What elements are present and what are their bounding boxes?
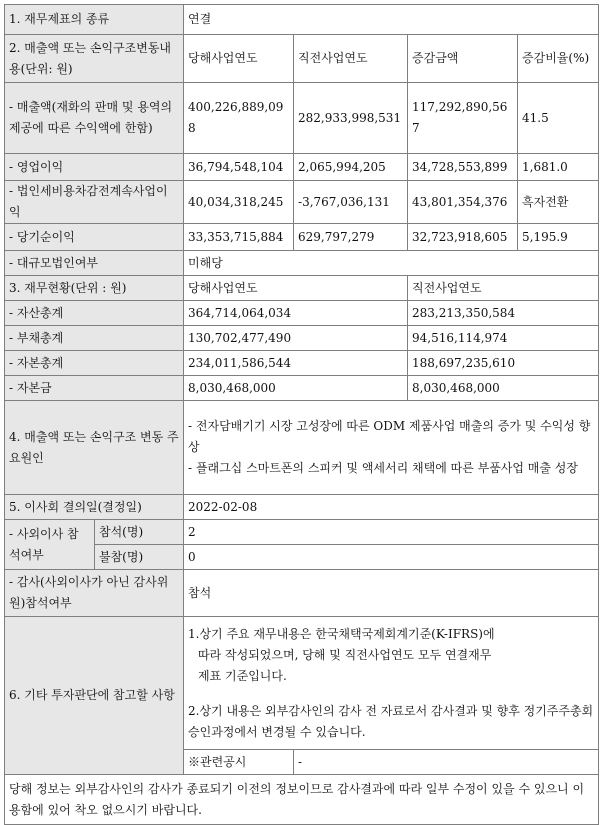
net-income-change: 32,723,918,605 [408, 224, 518, 251]
total-assets-previous: 283,213,350,584 [408, 301, 599, 326]
section4-reason-2: - 플래그십 스마트폰의 스피커 및 액세서리 채택에 따른 부품사업 매출 성장 [188, 461, 578, 475]
directors-absent-value: 0 [184, 545, 599, 570]
section4-row [5, 401, 599, 495]
total-liabilities-label: - 부채총계 [5, 326, 184, 351]
section4-label: 4. 매출액 또는 손익구조 변동 주요원인 [5, 401, 184, 495]
outside-directors-present-row [5, 520, 599, 545]
section2-header-change: 증감금액 [408, 35, 518, 83]
section3-header-row [5, 276, 599, 301]
net-income-label: - 당기순이익 [5, 224, 184, 251]
capital-stock-label: - 자본금 [5, 376, 184, 401]
capital-stock-current: 8,030,468,000 [184, 376, 408, 401]
report-type-value: 연결 [184, 5, 599, 35]
total-equity-row [5, 351, 599, 376]
capital-stock-row [5, 376, 599, 401]
total-assets-row [5, 301, 599, 326]
pretax-income-label: - 법인세비용차감전계속사업이익 [5, 181, 184, 224]
capital-stock-previous: 8,030,468,000 [408, 376, 599, 401]
total-equity-label: - 자본총계 [5, 351, 184, 376]
total-equity-current: 234,011,586,544 [184, 351, 408, 376]
related-disclosure-label: ※관련공시 [184, 750, 294, 775]
net-income-row [5, 224, 599, 251]
section3-header-previous: 직전사업연도 [408, 276, 599, 301]
revenue-change: 117,292,890,567 [408, 83, 518, 154]
section4-reasons [184, 401, 599, 495]
total-liabilities-current: 130,702,477,490 [184, 326, 408, 351]
auditor-row [5, 570, 599, 617]
operating-income-ratio: 1,681.0 [518, 154, 599, 181]
auditor-value: 참석 [184, 570, 599, 617]
net-income-previous: 629,797,279 [294, 224, 408, 251]
large-corp-row [5, 251, 599, 276]
net-income-ratio: 5,195.9 [518, 224, 599, 251]
section6-label: 6. 기타 투자판단에 참고할 사항 [5, 617, 184, 775]
section6-notes [184, 617, 599, 750]
note-1-line-3: 제표 기준입니다. [198, 668, 287, 683]
revenue-row [5, 83, 599, 154]
revenue-ratio: 41.5 [518, 83, 599, 154]
section2-header-current: 당해사업연도 [184, 35, 294, 83]
section4-reason-1: - 전자담배기기 시장 고성장에 따른 ODM 제품사업 매출의 증가 및 수익성 향상 [188, 419, 591, 454]
section6-notes-row [5, 617, 599, 750]
note-2: 2.상기 내용은 외부감사인의 감사 전 자료로서 감사결과 및 향후 정기주주총회 승인과정에서 변경될 수 있습니다. [188, 703, 594, 739]
directors-present-value: 2 [184, 520, 599, 545]
large-corp-value: 미해당 [184, 251, 599, 276]
board-date-value: 2022-02-08 [184, 495, 599, 520]
operating-income-previous: 2,065,994,205 [294, 154, 408, 181]
directors-absent-label: 불참(명) [95, 545, 184, 570]
section3-header-current: 당해사업연도 [184, 276, 408, 301]
pretax-income-previous: -3,767,036,131 [294, 181, 408, 224]
section2-header-previous: 직전사업연도 [294, 35, 408, 83]
section2-label: 2. 매출액 또는 손익구조변동내용(단위: 원) [5, 35, 184, 83]
outside-directors-absent-row [5, 545, 599, 570]
footer-note: 당해 정보는 외부감사인의 감사가 종료되기 이전의 정보이므로 감사결과에 따라 일부 수정이 있을 수 있으니 이용함에 있어 착오 없으시기 바랍니다. [5, 775, 599, 825]
operating-income-label: - 영업이익 [5, 154, 184, 181]
report-type-label: 1. 재무제표의 종류 [5, 5, 184, 35]
board-date-label: 5. 이사회 결의일(결정일) [5, 495, 184, 520]
operating-income-row [5, 154, 599, 181]
total-assets-label: - 자산총계 [5, 301, 184, 326]
net-income-current: 33,353,715,884 [184, 224, 294, 251]
auditor-label: - 감사(사외이사가 아닌 감사위원)참석여부 [5, 570, 184, 617]
outside-directors-label: - 사외이사 참석여부 [5, 520, 95, 570]
pretax-income-ratio: 흑자전환 [518, 181, 599, 224]
pretax-income-change: 43,801,354,376 [408, 181, 518, 224]
section2-header-ratio: 증감비율(%) [518, 35, 599, 83]
total-equity-previous: 188,697,235,610 [408, 351, 599, 376]
revenue-label: - 매출액(재화의 판매 및 용역의 제공에 따른 수익액에 한함) [5, 83, 184, 154]
disclosure-table [4, 4, 599, 825]
revenue-previous: 282,933,998,531 [294, 83, 408, 154]
operating-income-change: 34,728,553,899 [408, 154, 518, 181]
total-liabilities-row [5, 326, 599, 351]
board-date-row [5, 495, 599, 520]
revenue-current: 400,226,889,098 [184, 83, 294, 154]
section2-header-row [5, 35, 599, 83]
operating-income-current: 36,794,548,104 [184, 154, 294, 181]
related-disclosure-value: - [294, 750, 599, 775]
section3-label: 3. 재무현황(단위 : 원) [5, 276, 184, 301]
note-1-line-2: 따라 작성되었으며, 당해 및 직전사업연도 모두 연결재무 [198, 647, 492, 662]
total-assets-current: 364,714,064,034 [184, 301, 408, 326]
footer-note-row [5, 775, 599, 825]
report-type-row [5, 5, 599, 35]
note-spacer [188, 687, 594, 701]
note-1-line-1: 1.상기 주요 재무내용은 한국채택국제회계기준(K-IFRS)에 [188, 626, 495, 641]
pretax-income-current: 40,034,318,245 [184, 181, 294, 224]
total-liabilities-previous: 94,516,114,974 [408, 326, 599, 351]
pretax-income-row [5, 181, 599, 224]
directors-present-label: 참석(명) [95, 520, 184, 545]
large-corp-label: - 대규모법인여부 [5, 251, 184, 276]
